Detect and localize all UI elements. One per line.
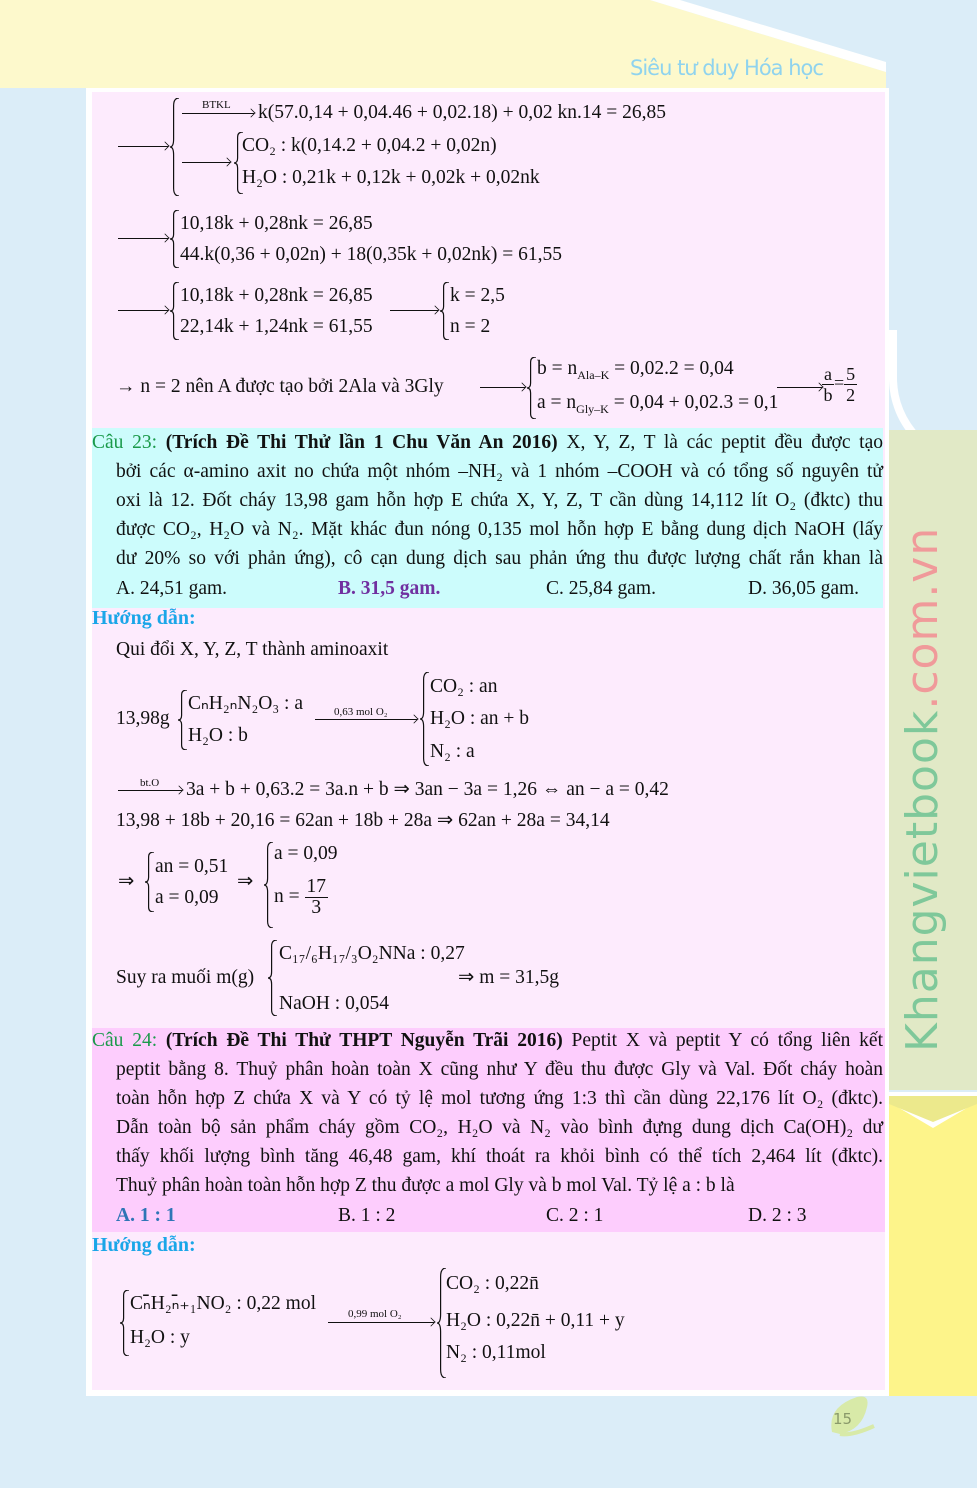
- btkl-equation: k(57.0,14 + 0,04.46 + 0,02.18) + 0,02 kn.14 = 26,85: [258, 102, 666, 123]
- b-line: [537, 358, 734, 386]
- arrow-icon: [328, 1322, 434, 1323]
- reactant-line: Cₙ̄H₂ₙ̄₊₁NO₂ : 0,22 mol: [130, 1293, 316, 1314]
- arrow-icon: [390, 310, 438, 311]
- implies-symbol: ⇒: [237, 871, 254, 892]
- header-title: Siêu tư duy Hóa học: [630, 56, 823, 80]
- ala-subscript: Ala–K: [577, 367, 610, 382]
- question-24-line: Dẫn toàn bộ sản phẩm cháy gồm CO₂, H₂O và N₂ vào bình đựng dung dịch Ca(OH)₂ dư: [116, 1117, 883, 1138]
- frac-den: 3: [311, 897, 322, 918]
- bto-label: bt.O: [140, 777, 160, 789]
- b-label: b = n: [537, 358, 578, 379]
- ratio-result: [822, 364, 857, 405]
- frac-num: 17: [306, 876, 326, 897]
- solution-heading: Hướng dẫn:: [92, 607, 196, 629]
- answer-d[interactable]: D. 2 : 3: [748, 1205, 807, 1226]
- product-line: N₂ : 0,11mol: [446, 1342, 546, 1363]
- question-23-line: oxi là 12. Đốt cháy 13,98 gam hỗn hợp E chứa X, Y, Z, T cần dùng 14,112 lít O₂ (đktc) thu: [116, 490, 883, 511]
- brace-icon: [170, 98, 179, 196]
- frac-den: 2: [846, 385, 856, 405]
- question-source: (Trích Đề Thi Thử THPT Nguyễn Trãi 2016): [165, 1030, 563, 1051]
- reactant-line: CₙH₂ₙN₂O₃ : a: [188, 693, 304, 714]
- salt-intro: Suy ra muối m(g): [116, 967, 255, 988]
- brace-icon: [527, 357, 536, 419]
- n-result: [274, 877, 328, 918]
- answer-c[interactable]: C. 2 : 1: [546, 1205, 604, 1226]
- implies-symbol: ⇒: [118, 871, 135, 892]
- salt-line: NaOH : 0,054: [279, 993, 389, 1014]
- mass-label: 13,98g: [116, 708, 170, 729]
- answer-c[interactable]: C. 25,84 gam.: [546, 578, 656, 599]
- salt-result: ⇒ m = 31,5g: [458, 967, 560, 988]
- arrow-icon: [777, 387, 822, 388]
- brace-icon: [440, 282, 449, 340]
- answer-a[interactable]: A. 24,51 gam.: [116, 578, 228, 599]
- reactant-line: H₂O : b: [188, 725, 248, 746]
- question-23-line: được CO₂, H₂O và N₂. Mặt khác đun nóng 0,135 mol hỗn hợp E bằng dung dịch NaOH (lấy: [116, 519, 883, 540]
- product-line: H₂O : 0,22n̄ + 0,11 + y: [446, 1310, 625, 1331]
- k-value: k = 2,5: [450, 285, 505, 306]
- question-24-line: thấy khối lượng bình tăng 46,48 gam, khí thoát ra khỏi bình có thể tích 2,464 lít (đktc).: [116, 1146, 883, 1167]
- answer-d[interactable]: D. 36,05 gam.: [748, 578, 860, 599]
- frac-num: 5: [846, 364, 856, 384]
- o2-label: 0,99 mol O₂: [348, 1308, 402, 1320]
- brace-icon: [145, 852, 154, 912]
- equation: 10,18k + 0,28nk = 26,85: [180, 285, 373, 306]
- brace-icon: [268, 940, 277, 1016]
- answer-a-correct[interactable]: A. 1 : 1: [116, 1205, 176, 1226]
- chevron-decoration: [889, 1092, 977, 1132]
- n-value: n = 2: [450, 316, 491, 337]
- a-label: a = n: [537, 392, 577, 413]
- reactant-line: H₂O : y: [130, 1327, 190, 1348]
- watermark-part1: Khangvietbook: [897, 709, 948, 1052]
- side-decoration-bottom: [889, 1098, 977, 1398]
- solution-heading: Hướng dẫn:: [92, 1234, 196, 1256]
- answer-b[interactable]: B. 1 : 2: [338, 1205, 396, 1226]
- equation: 22,14k + 1,24nk = 61,55: [180, 316, 373, 337]
- question-number: Câu 23:: [92, 432, 158, 453]
- solution-intro: Qui đổi X, Y, Z, T thành aminoaxit: [116, 639, 389, 660]
- brace-icon: [120, 1290, 129, 1356]
- arrow-icon: [118, 238, 168, 239]
- arrow-icon: [182, 113, 254, 114]
- brace-icon: [170, 282, 179, 340]
- system-line: a = 0,09: [155, 887, 219, 908]
- equation: 10,18k + 0,28nk = 26,85: [180, 213, 373, 234]
- mass-balance-equation: 13,98 + 18b + 20,16 = 62an + 18b + 28a ⇒ 62an + 28a = 34,14: [116, 810, 610, 831]
- oxygen-balance-equation: 3a + b + 0,63.2 = 3a.n + b ⇒ 3an − 3a = 1,26 ⇔ an − a = 0,42: [186, 779, 669, 800]
- salt-line: C₁₇/₆H₁₇/₃O₂NNa : 0,27: [279, 943, 465, 964]
- brace-icon: [437, 1268, 446, 1378]
- brace-icon: [264, 842, 273, 928]
- frac-num: a: [824, 364, 832, 384]
- watermark-part2: .com.vn: [897, 526, 948, 710]
- question-number: Câu 24:: [92, 1030, 158, 1051]
- a-result: a = 0,09: [274, 843, 338, 864]
- arrow-icon: [118, 146, 168, 147]
- arrow-icon: [480, 387, 525, 388]
- n-label: n =: [274, 885, 305, 907]
- b-value: = 0,02.2 = 0,04: [609, 358, 734, 379]
- arrow-icon: [182, 162, 230, 163]
- arrow-icon: [118, 310, 168, 311]
- question-text: Peptit X và peptit Y có tổng liên kết: [571, 1030, 884, 1051]
- brace-icon: [420, 672, 429, 766]
- question-text: X, Y, Z, T là các peptit đều được tạo: [566, 432, 884, 453]
- question-24-line: [92, 1030, 883, 1052]
- equals: =: [834, 372, 845, 393]
- question-source: (Trích Đề Thi Thử lần 1 Chu Văn An 2016): [165, 432, 558, 453]
- a-line: [537, 392, 778, 420]
- page-number: 15: [833, 1410, 853, 1428]
- question-24-line: toàn hỗn hợp Z chứa X và Y có tỷ lệ mol tương ứng 1:3 thì cần dùng 22,176 lít O₂ (đktc).: [116, 1088, 883, 1109]
- brace-icon: [170, 210, 179, 268]
- product-line: N₂ : a: [430, 741, 475, 762]
- question-23-line: [92, 432, 883, 454]
- question-24-line: Thuỷ phân hoàn toàn hỗn hợp Z thu được a mol Gly và b mol Val. Tỷ lệ a : b là: [116, 1175, 735, 1196]
- btkl-label: BTKL: [202, 99, 231, 111]
- arrow-icon: [315, 719, 417, 720]
- header-stripe: [0, 0, 977, 100]
- a-value: = 0,04 + 0,02.3 = 0,1: [608, 392, 779, 413]
- question-23-line: dư 20% so với phản ứng), cô cạn dung dịch sau phản ứng thu được lượng chất rắn khan là: [116, 548, 883, 569]
- arrow-icon: [118, 790, 182, 791]
- h2o-line: H₂O : 0,21k + 0,12k + 0,02k + 0,02nk: [242, 167, 540, 188]
- product-line: CO₂ : 0,22n̄: [446, 1273, 539, 1294]
- watermark: [897, 527, 948, 1052]
- co2-line: CO₂ : k(0,14.2 + 0,04.2 + 0,02n): [242, 135, 497, 156]
- gly-subscript: Gly–K: [576, 401, 609, 416]
- equation: 44.k(0,36 + 0,02n) + 18(0,35k + 0,02nk) = 61,55: [180, 244, 562, 265]
- conclusion-text: → n = 2 nên A được tạo bởi 2Ala và 3Gly: [116, 376, 444, 397]
- brace-icon: [178, 690, 187, 750]
- system-line: an = 0,51: [155, 856, 229, 877]
- product-line: H₂O : an + b: [430, 708, 530, 729]
- o2-label: 0,63 mol O₂: [334, 706, 388, 718]
- question-23-line: bởi các α-amino axit no chứa một nhóm –NH₂ và 1 nhóm –COOH và có tổng số nguyên tử: [116, 461, 883, 482]
- product-line: CO₂ : an: [430, 676, 498, 697]
- answer-b-correct[interactable]: B. 31,5 gam.: [338, 578, 441, 599]
- question-24-line: peptit bằng 8. Thuỷ phân hoàn toàn X cũng như Y đều thu được Gly và Val. Đốt cháy hoàn: [116, 1059, 883, 1080]
- frac-den: b: [823, 385, 833, 405]
